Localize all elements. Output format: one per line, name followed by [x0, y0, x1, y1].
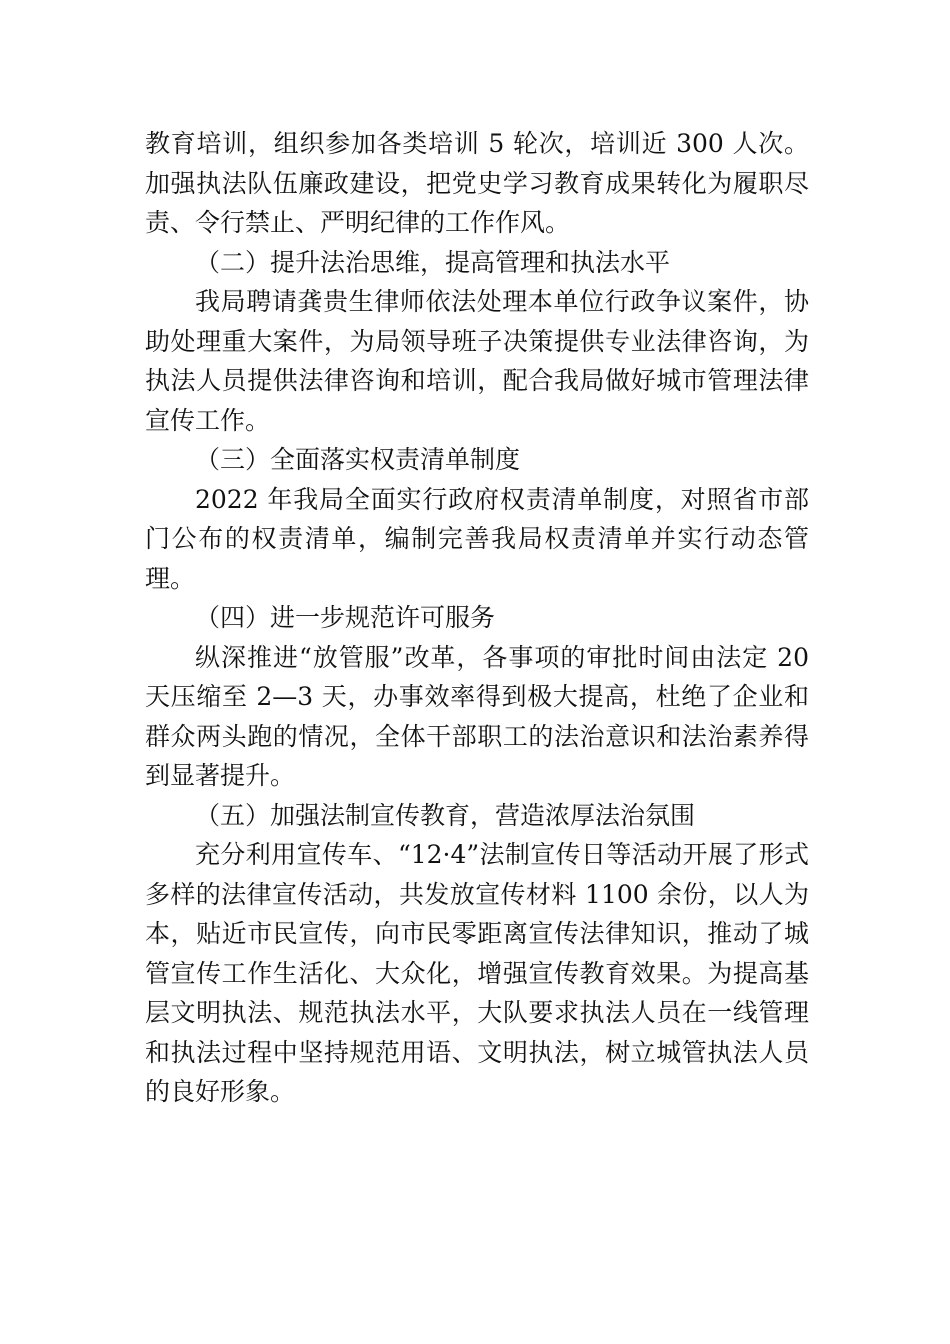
section-body-2: 我局聘请龚贵生律师依法处理本单位行政争议案件，协助处理重大案件，为局领导班子决策提供专业法律咨询，为执法人员提供法律咨询和培训，配合我局做好城市管理法律宣传工作。 — [145, 287, 809, 435]
section-body-4: 纵深推进“放管服”改革，各事项的审批时间由法定 20 天压缩至 2—3 天，办事效率得到极大提高，杜绝了企业和群众两头跑的情况，全体干部职工的法治意识和法治素养得到显著提升。 — [145, 642, 809, 790]
section-heading-5: （五）加强法制宣传教育，营造浓厚法治氛围 — [195, 800, 696, 830]
section-body-3: 2022 年我局全面实行政府权责清单制度，对照省市部门公布的权责清单，编制完善我局权责清单并实行动态管理。 — [145, 484, 809, 593]
section-body-5: 充分利用宣传车、“12·4”法制宣传日等活动开展了形式多样的法律宣传活动，共发放宣传材料 1100 余份，以人为本，贴近市民宣传，向市民零距离宣传法律知识，推动了城管宣传工作生活化、大众化，增强宣传教育效果。为提高基层文明执法、规范执法水平，大队要求执法人员在一线管理和执法过程中坚持规范用语、文明执法，树立城管执法人员的良好形象。 — [145, 840, 809, 1106]
document-body — [145, 124, 809, 1112]
section-heading-2: （二）提升法治思维，提高管理和执法水平 — [195, 247, 671, 277]
continued-paragraph: 教育培训，组织参加各类培训 5 轮次，培训近 300 人次。加强执法队伍廉政建设，把党史学习教育成果转化为履职尽责、令行禁止、严明纪律的工作作风。 — [145, 129, 809, 237]
section-heading-4: （四）进一步规范许可服务 — [195, 603, 496, 632]
section-heading-3: （三）全面落实权责清单制度 — [195, 445, 521, 474]
